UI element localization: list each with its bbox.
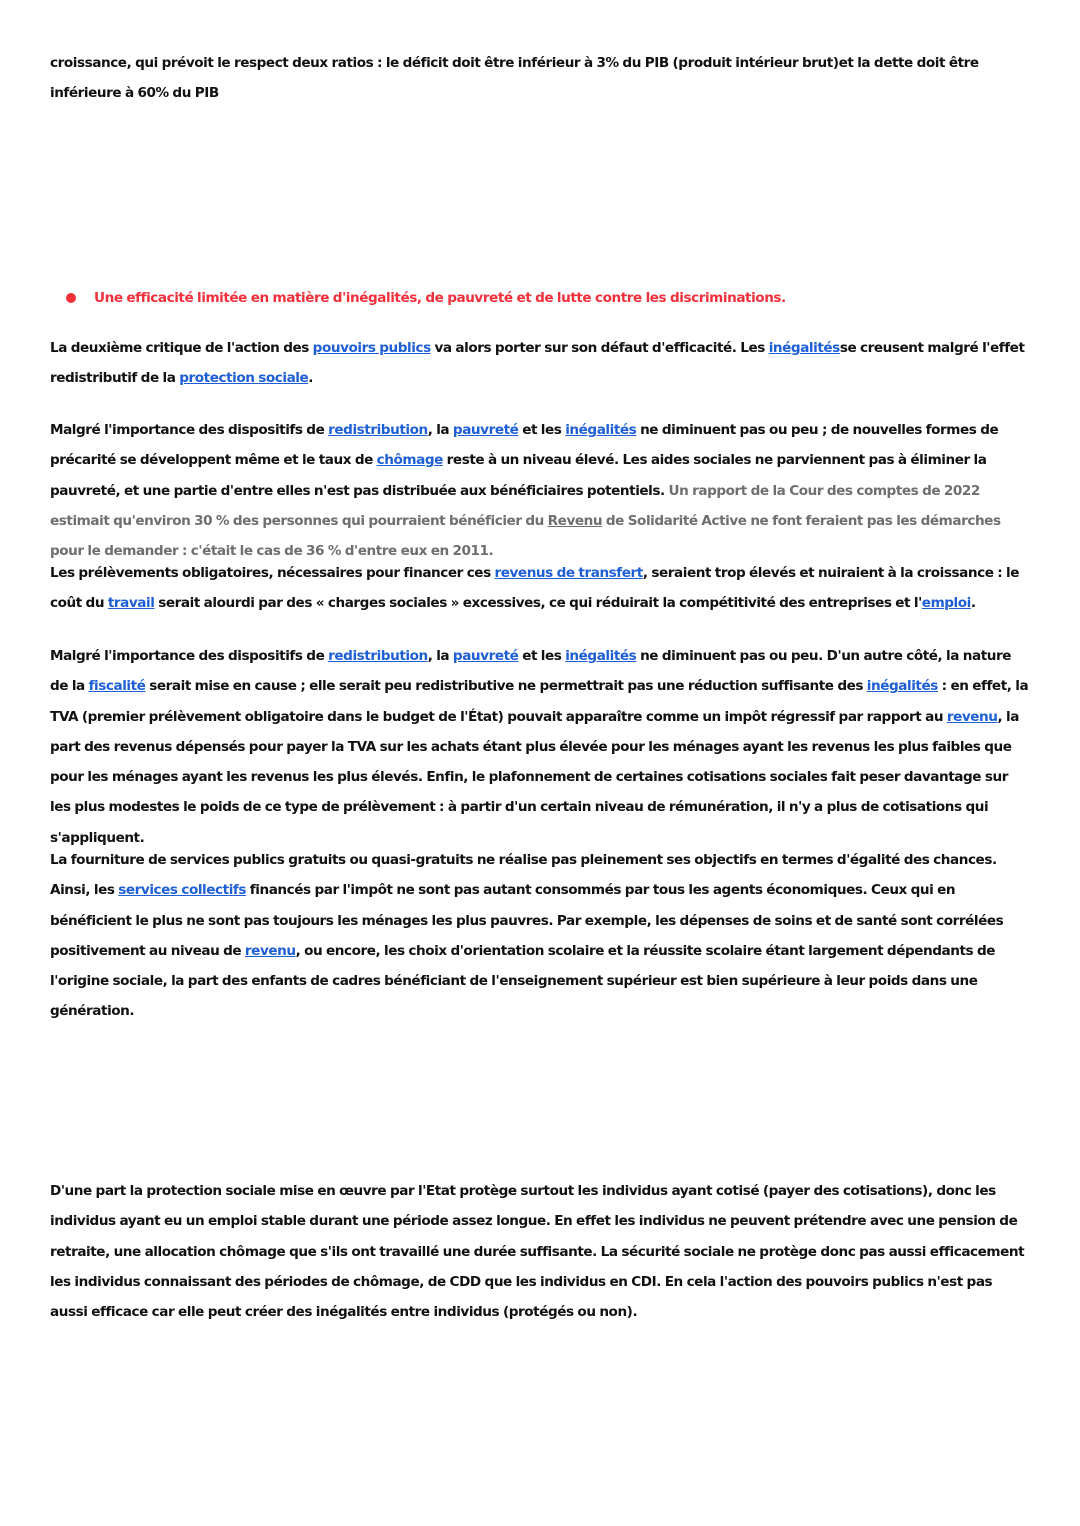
link-revenu[interactable]: revenu: [244, 942, 296, 959]
bullet-dot-icon: [66, 293, 76, 303]
link-services-collectifs[interactable]: services collectifs: [118, 882, 247, 899]
text-run: ne diminuent pas ou peu. D'un autre côté, la nature de la: [50, 648, 1012, 695]
paragraph-critique: [50, 333, 1032, 394]
link-pauvrete[interactable]: pauvreté: [452, 648, 519, 664]
text-run: serait alourdi par des « charges sociales » excessives, ce qui réduirait la compétitivité des entreprises et l': [154, 595, 922, 612]
link-pouvoirs-publics[interactable]: pouvoirs publics: [312, 340, 431, 356]
link-inegalites[interactable]: inégalités: [565, 422, 637, 438]
text-run: va alors porter sur son défaut d'efficacité. Les: [430, 340, 769, 356]
paragraph-fiscalite: [50, 641, 1032, 853]
link-revenu[interactable]: Revenu: [547, 512, 603, 529]
text-run: ne diminuent pas ou peu ; de nouvelles formes de précarité se développent même et le taux de: [50, 422, 999, 469]
paragraph-redistribution-1: [50, 415, 1032, 566]
text-run: et les: [518, 422, 566, 438]
link-revenu[interactable]: revenu: [946, 708, 998, 725]
text-run: serait mise en cause ; elle serait peu redistributive ne permettrait pas une réduction suffisante des: [145, 678, 867, 695]
text-run: Malgré l'importance des dispositifs de: [50, 422, 329, 438]
paragraph-text: D'une part la protection sociale mise en œuvre par l'Etat protège surtout les individus ayant cotisé (payer des cotisations), donc les individus ayant eu un emploi stable durant une période assez longue. En effet les individus ne peuvent prétendre avec une pension de retraite, une allocation chômage que s'ils ont travaillé une durée suffisante. La sécurité sociale ne protège donc pas aussi efficacement les individus connaissant des périodes de chômage, de CDD que les individus en CDI. En cela l'action des pouvoirs publics n'est pas aussi efficace car elle peut créer des inégalités entre individus (protégés ou non).: [50, 1183, 1025, 1321]
link-inegalites[interactable]: inégalités: [768, 340, 840, 356]
text-run: , seraient trop élevés et nuiraient à la croissance : le coût du: [50, 565, 1019, 612]
link-inegalites[interactable]: inégalités: [866, 678, 938, 695]
paragraph-text: croissance, qui prévoit le respect deux ratios : le déficit doit être inférieur à 3% du PIB (produit intérieur brut)et la dette doit être inférieure à 60% du PIB: [50, 55, 979, 102]
text-run: La deuxième critique de l'action des: [50, 340, 313, 356]
text-run: : en effet, la TVA (premier prélèvement obligatoire dans le budget de l'État) pouvait apparaître comme un impôt régressif par rapport au: [50, 678, 1029, 725]
text-run: , la: [427, 648, 453, 664]
text-run: reste à un niveau élevé. Les aides sociales ne parviennent pas à éliminer la pauvreté, et une partie d'entre elles n'est pas distribuée aux bénéficiaires potentiels.: [50, 452, 987, 499]
text-run: , la part des revenus dépensés pour payer la TVA sur les achats étant plus élevée pour les ménages ayant les revenus les plus faibles que pour les ménages ayant les revenus les plus élevés. Enfin, le plafonnement de certaines cotisations sociales fait peser davantage sur les plus modestes le poids de ce type de prélèvement : à partir d'un certain niveau de rémunération, il n'y a plus de cotisations qui s'appliquent.: [50, 708, 1019, 846]
text-run: .: [308, 370, 314, 387]
text-run: Les prélèvements obligatoires, nécessaires pour financer ces: [50, 565, 495, 581]
link-redistribution[interactable]: redistribution: [328, 422, 428, 438]
link-emploi[interactable]: emploi: [921, 595, 971, 612]
text-run: Malgré l'importance des dispositifs de: [50, 648, 329, 664]
link-pauvrete[interactable]: pauvreté: [452, 422, 519, 438]
text-run: se creusent malgré l'effet redistributif de la: [50, 340, 1025, 387]
text-run: .: [970, 595, 976, 612]
paragraph-protection-sociale: [50, 1176, 1032, 1327]
paragraph-prelevements: [50, 558, 1032, 619]
paragraph-growth-pact: [50, 48, 1032, 109]
link-fiscalite[interactable]: fiscalité: [88, 678, 146, 695]
text-run: financés par l'impôt ne sont pas autant consommés par tous les agents économiques. Ceux qui en bénéficient le plus ne sont pas toujours les ménages les plus pauvres. Par exemple, les dépenses de soins et de santé sont corrélées positivement au niveau de: [50, 882, 1004, 959]
section-heading-text: Une efficacité limitée en matière d'inégalités, de pauvreté et de lutte contre les discriminations.: [94, 290, 786, 306]
link-revenus-de-transfert[interactable]: revenus de transfert: [494, 565, 643, 581]
text-run-gray: de Solidarité Active ne font feraient pas les démarches pour le demander : c'était le cas de 36 % d'entre eux en 2011.: [50, 512, 1001, 560]
text-run-gray: Un rapport de la Cour des comptes de 2022 estimait qu'environ 30 % des personnes qui pourraient bénéficier du: [50, 482, 980, 529]
link-redistribution[interactable]: redistribution: [328, 648, 428, 664]
paragraph-services-publics: [50, 845, 1032, 1027]
link-protection-sociale[interactable]: protection sociale: [179, 370, 309, 387]
section-heading: [66, 286, 1026, 310]
link-travail[interactable]: travail: [107, 595, 155, 612]
link-chomage[interactable]: chômage: [376, 452, 443, 469]
text-run: , ou encore, les choix d'orientation scolaire et la réussite scolaire étant largement dépendants de l'origine sociale, la part des enfants de cadres bénéficiant de l'enseignement supérieur est bien supérieure à leur poids dans une génération.: [50, 942, 996, 1020]
text-run: et les: [518, 648, 566, 664]
text-run: , la: [427, 422, 453, 438]
link-inegalites[interactable]: inégalités: [565, 648, 637, 664]
text-run: La fourniture de services publics gratuits ou quasi-gratuits ne réalise pas pleinement ses objectifs en termes d'égalité des chances. Ainsi, les: [50, 852, 997, 899]
